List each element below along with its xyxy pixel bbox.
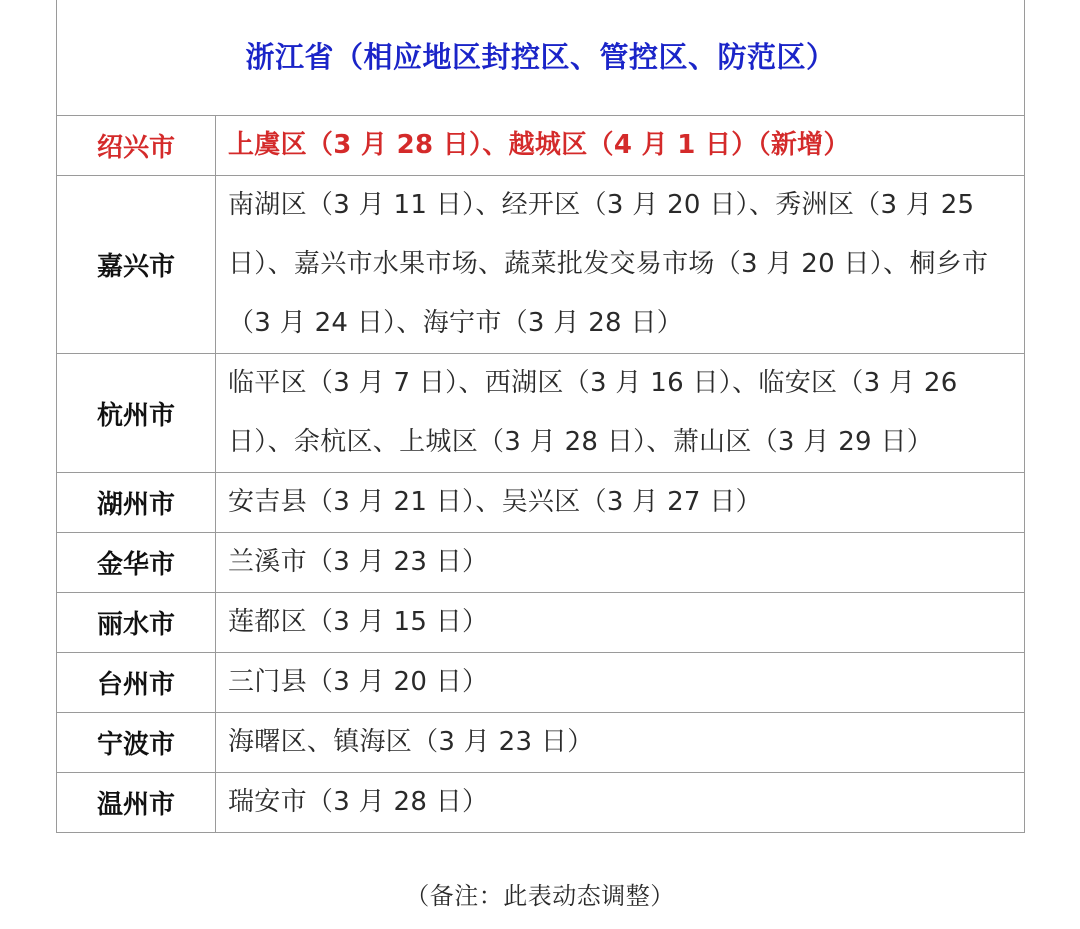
city-name: 金华市	[57, 533, 216, 593]
table-row	[57, 473, 1025, 533]
table-title: 浙江省（相应地区封控区、管控区、防范区）	[245, 40, 836, 74]
region-table	[56, 0, 1025, 833]
table-row	[57, 354, 1025, 473]
table-row	[57, 533, 1025, 593]
city-name: 嘉兴市	[57, 176, 216, 354]
region-list	[56, 116, 1025, 833]
area-list: 瑞安市（3 月 28 日）	[216, 773, 1025, 833]
area-list: 三门县（3 月 20 日）	[216, 653, 1025, 713]
city-name: 杭州市	[57, 354, 216, 473]
city-name: 温州市	[57, 773, 216, 833]
area-list: 莲都区（3 月 15 日）	[216, 593, 1025, 653]
table-row	[57, 653, 1025, 713]
table-row	[57, 116, 1025, 176]
area-list: 安吉县（3 月 21 日）、吴兴区（3 月 27 日）	[216, 473, 1025, 533]
city-name: 绍兴市	[57, 116, 216, 176]
area-list: 海曙区、镇海区（3 月 23 日）	[216, 713, 1025, 773]
table-row	[57, 713, 1025, 773]
city-name: 台州市	[57, 653, 216, 713]
table-title-cell	[56, 0, 1025, 116]
table-row	[57, 593, 1025, 653]
area-list: 南湖区（3 月 11 日）、经开区（3 月 20 日）、秀洲区（3 月 25 日）、嘉兴市水果市场、蔬菜批发交易市场（3 月 20 日）、桐乡市（3 月 24 日）、海宁市（3 月 28 日）	[216, 176, 1025, 354]
area-list: 上虞区（3 月 28 日）、越城区（4 月 1 日）（新增）	[216, 116, 1025, 176]
footnote: （备注：此表动态调整）	[405, 882, 675, 910]
area-list: 临平区（3 月 7 日）、西湖区（3 月 16 日）、临安区（3 月 26 日）、余杭区、上城区（3 月 28 日）、萧山区（3 月 29 日）	[216, 354, 1025, 473]
area-list: 兰溪市（3 月 23 日）	[216, 533, 1025, 593]
city-name: 宁波市	[57, 713, 216, 773]
city-name: 湖州市	[57, 473, 216, 533]
table-row	[57, 176, 1025, 354]
city-name: 丽水市	[57, 593, 216, 653]
table-row	[57, 773, 1025, 833]
